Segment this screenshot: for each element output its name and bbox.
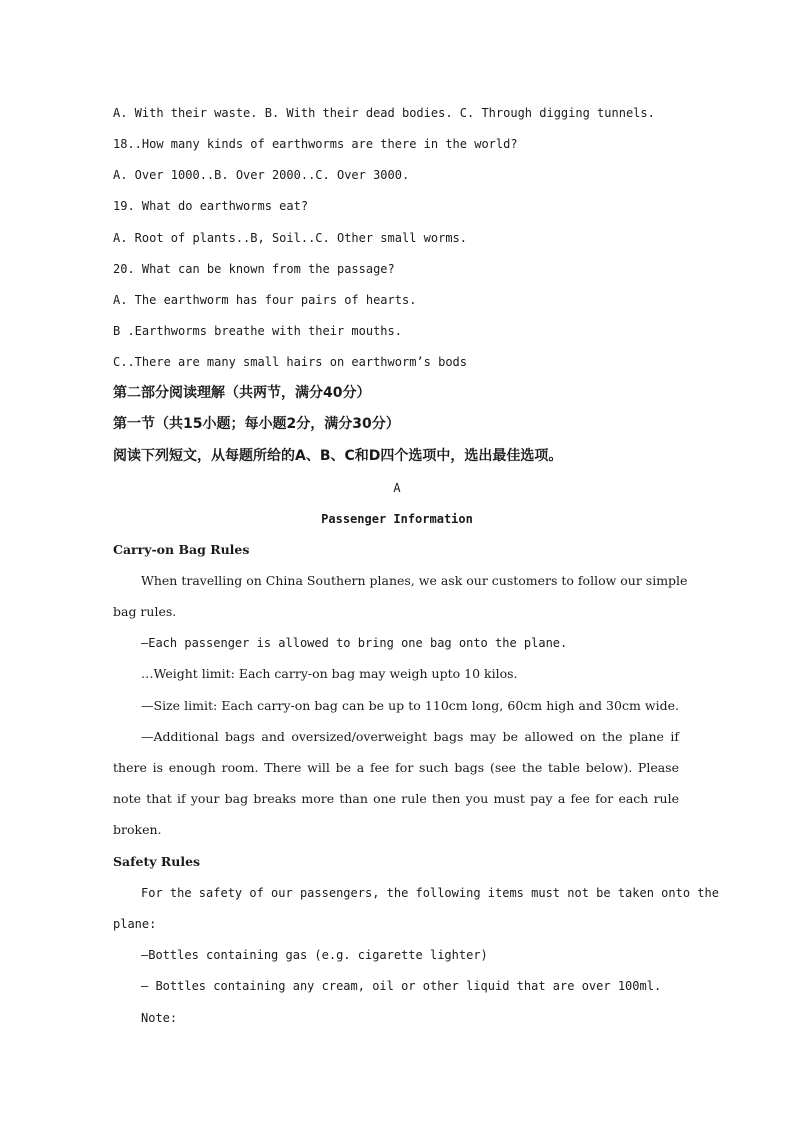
carry-on-rule-4-line2: there is enough room. There will be a fee for such bags (see the table below). Please [113, 760, 679, 775]
carry-on-heading: Carry-on Bag Rules [113, 542, 250, 557]
q19-options: A. Root of plants..B, Soil..C. Other small worms. [113, 231, 468, 245]
carry-on-rule-2: …Weight limit: Each carry-on bag may weigh upto 10 kilos. [141, 666, 518, 681]
carry-on-rule-4-line4: broken. [113, 822, 162, 837]
safety-intro-line2: plane: [113, 917, 157, 931]
q19-question: 19. What do earthworms eat? [113, 199, 309, 213]
q20-question: 20. What can be known from the passage? [113, 262, 395, 276]
q20-option-c: C..There are many small hairs on earthworm’s bods [113, 355, 468, 369]
safety-intro-line1: For the safety of our passengers, the following items must not be taken onto the [141, 886, 719, 900]
part2-title: 第二部分阅读理解（共两节，满分40分） [113, 385, 371, 401]
carry-on-rule-1: —Each passenger is allowed to bring one bag onto the plane. [141, 636, 568, 650]
carry-on-rule-3: —Size limit: Each carry-on bag can be up to 110cm long, 60cm high and 30cm wide. [141, 698, 679, 713]
carry-on-rule-4-line3: note that if your bag breaks more than one rule then you must pay a fee for each rule [113, 791, 679, 806]
q20-option-a: A. The earthworm has four pairs of hearts. [113, 293, 417, 307]
carry-on-rule-4-line1: —Additional bags and oversized/overweight bags may be allowed on the plane if [141, 729, 679, 744]
note-label: Note: [141, 1011, 178, 1025]
q20-option-b: B .Earthworms breathe with their mouths. [113, 324, 402, 338]
carry-on-intro-line2: bag rules. [113, 604, 177, 619]
safety-item-1: —Bottles containing gas (e.g. cigarette lighter) [141, 948, 488, 962]
section-instruction: 阅读下列短文，从每题所给的A、B、C和D四个选项中，选出最佳选项。 [113, 448, 563, 464]
q17-options: A. With their waste. B. With their dead bodies. C. Through digging tunnels. [113, 106, 655, 120]
passage-title: Passenger Information [321, 512, 473, 526]
part2-subtitle: 第一节（共15小题；每小题2分，满分30分） [113, 416, 400, 432]
safety-heading: Safety Rules [113, 854, 201, 869]
carry-on-intro-line1: When travelling on China Southern planes, we ask our customers to follow our simple [141, 573, 688, 588]
q18-question: 18..How many kinds of earthworms are there in the world? [113, 137, 518, 151]
passage-letter: A [393, 481, 401, 495]
q18-options: A. Over 1000..B. Over 2000..C. Over 3000. [113, 168, 410, 182]
safety-item-2: — Bottles containing any cream, oil or other liquid that are over 100ml. [141, 979, 662, 993]
